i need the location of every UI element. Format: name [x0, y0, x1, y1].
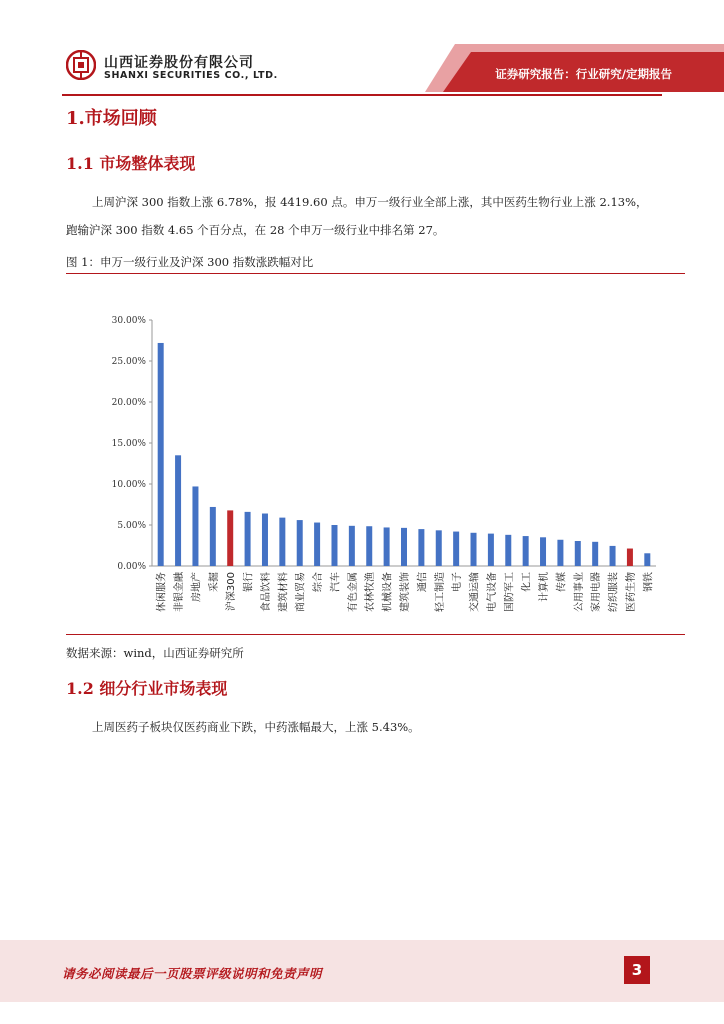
x-tick-label: 房地产: [191, 572, 203, 602]
bar-10: [331, 525, 337, 566]
x-tick-label: 国防军工: [504, 572, 516, 612]
bar-21: [523, 536, 529, 566]
bar-15: [418, 529, 424, 566]
x-tick-label: 家用电器: [591, 572, 603, 612]
x-tick-label: 有色金属: [347, 572, 359, 612]
x-tick-label: 计算机: [539, 572, 551, 602]
x-tick-label: 医药生物: [625, 572, 637, 612]
x-axis-labels: [155, 571, 655, 612]
x-tick-label: 商业贸易: [295, 572, 307, 612]
x-tick-label: 电子: [452, 572, 464, 592]
x-tick-label: 化工: [521, 572, 533, 592]
report-type-tag: 证券研究报告：行业研究/定期报告: [495, 67, 672, 81]
header-divider: [62, 94, 662, 96]
x-tick-label: 沪深300: [226, 572, 238, 612]
y-tick-label: 20.00%: [111, 398, 146, 408]
bar-3: [210, 507, 216, 566]
x-tick-label: 交通运输: [469, 572, 481, 612]
bar-27: [627, 549, 633, 566]
paragraph-sub-industries: 上周医药子板块仅医药商业下跌，中药涨幅最大，上涨 5.43%。: [92, 720, 420, 734]
bar-0: [158, 343, 164, 566]
x-tick-label: 综合: [313, 572, 325, 592]
y-tick-label: 25.00%: [111, 357, 146, 367]
bar-2: [192, 486, 198, 566]
bar-12: [366, 526, 372, 566]
industry-return-bar-chart: [66, 274, 685, 634]
x-tick-label: 电气设备: [486, 572, 498, 612]
x-tick-label: 汽车: [330, 572, 342, 592]
figure-title: 图 1：申万一级行业及沪深 300 指数涨跌幅对比: [66, 255, 314, 269]
bar-11: [349, 526, 355, 566]
y-tick-label: 5.00%: [117, 521, 146, 531]
x-tick-label: 银行: [243, 572, 255, 592]
footer-disclaimer: 请务必阅读最后一页股票评级说明和免责声明: [62, 966, 323, 981]
bar-6: [262, 514, 268, 566]
x-tick-label: 通信: [417, 572, 429, 592]
bar-9: [314, 523, 320, 566]
bar-19: [488, 534, 494, 566]
bar-23: [557, 540, 563, 566]
subsection-heading-sub-industries: 1.2 细分行业市场表现: [66, 679, 228, 698]
bar-16: [436, 530, 442, 566]
x-tick-label: 建筑材料: [278, 572, 290, 612]
bar-20: [505, 535, 511, 566]
x-tick-label: 纺织服装: [608, 572, 620, 612]
y-tick-label: 0.00%: [117, 562, 146, 572]
paragraph-overall-line1: 上周沪深 300 指数上涨 6.78%，报 4419.60 点。申万一级行业全部上涨，其中医药生物行业上涨 2.13%，: [92, 195, 648, 209]
y-tick-label: 30.00%: [111, 316, 146, 326]
section-heading-market-review: 1.市场回顾: [66, 108, 157, 129]
figure-source: 数据来源：wind，山西证券研究所: [66, 646, 244, 660]
x-tick-label: 机械设备: [382, 572, 394, 612]
x-tick-label: 传媒: [556, 572, 568, 592]
bar-14: [401, 528, 407, 566]
y-tick-label: 15.00%: [111, 439, 146, 449]
page-header: [0, 0, 724, 98]
company-name-cn: 山西证券股份有限公司: [104, 55, 254, 71]
bar-4: [227, 510, 233, 566]
x-tick-label: 食品饮料: [260, 572, 272, 612]
bar-5: [245, 512, 251, 566]
paragraph-overall-line2: 跑输沪深 300 指数 4.65 个百分点，在 28 个申万一级行业中排名第 27。: [66, 223, 445, 237]
bar-13: [384, 527, 390, 566]
x-tick-label: 农林牧渔: [365, 572, 377, 612]
bar-7: [279, 518, 285, 566]
company-name-en: SHANXI SECURITIES CO., LTD.: [104, 70, 278, 81]
bar-25: [592, 542, 598, 566]
bar-17: [453, 532, 459, 566]
page-number: 3: [624, 956, 650, 984]
x-tick-label: 公用事业: [573, 572, 585, 612]
company-logo-icon: [66, 50, 96, 80]
x-tick-label: 轻工制造: [434, 572, 446, 612]
x-tick-label: 钢铁: [643, 572, 655, 592]
x-tick-label: 采掘: [208, 572, 220, 592]
y-tick-label: 10.00%: [111, 480, 146, 490]
x-tick-label: 非银金融: [174, 572, 186, 612]
chart-bars: [158, 343, 651, 566]
bar-26: [610, 546, 616, 566]
bar-28: [644, 553, 650, 566]
subsection-heading-overall: 1.1 市场整体表现: [66, 154, 196, 173]
x-tick-label: 休闲服务: [156, 572, 168, 612]
bar-22: [540, 537, 546, 566]
bar-8: [297, 520, 303, 566]
x-tick-label: 建筑装饰: [400, 572, 411, 612]
bar-18: [471, 533, 477, 566]
figure-bottom-rule: [66, 634, 685, 635]
bar-1: [175, 455, 181, 566]
bar-24: [575, 541, 581, 566]
